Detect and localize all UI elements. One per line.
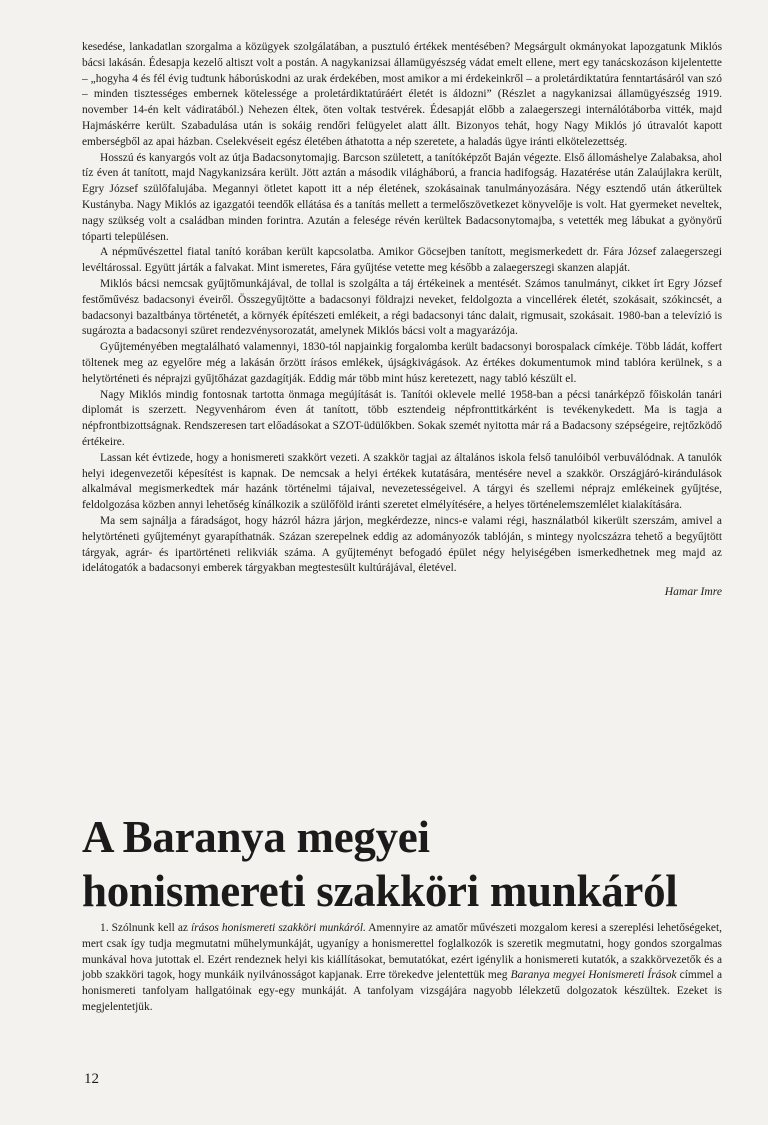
text-run: címmel a honismereti tanfolyam hallgatóinak egy-egy munkáját. A tanfolyam vizsgájára nagyobb lélekzetű dolgozatok készültek. Ezeket is megjelentetjük.: [82, 969, 723, 1013]
article-title-line-1: A Baranya megyei: [82, 812, 430, 862]
paragraph: Nagy Miklós mindig fontosnak tartotta önmaga megújítását is. Tanítói oklevele mellé 1958-ban a pécsi tanárképző főiskolán tanári diplomát is szerzett. Negyvenhárom éven át tanított, több esztendeig népfronttitkárként is tevékenykedett. Ma is tagja a népfrontbizottságnak. Rendszeresen tart előadásokat a SZOT-üdülőkben. Sokak szemét nyitotta már rá a Badacsony szépségeire, rejtőzködő értékeire.: [82, 388, 722, 448]
text-run: Amennyire az amatőr művészeti mozgalom keresi a szereplési lehetőségeket, mert csak így tudja megmutatni műhelymunkáját, ugyanígy a honismerettel foglalkozók is szeretik megmutatni, hogy gondos szorgalmas munkával hova jutottak el. Ezért rendeznek helyi kis kiállításokat, bemutatókat, ezért igénylik a honismereti kutatók, a szakkörvezetők és a jobb szakköri tagok, hogy munkáik nyilvánosságot kapjanak. Erre törekedve jelentettük meg: [82, 922, 722, 982]
italic-run: Baranya megyei Honismereti Írások: [510, 969, 677, 982]
article-title: [82, 810, 722, 918]
paragraph: A népművészettel fiatal tanító korában került kapcsolatba. Amikor Göcsejben tanított, megismerkedett dr. Fára József zalaegerszegi levéltárossal. Együtt járták a falvakat. Mint ismeretes, Fára gyűjtése vetette meg később a zalaegerszegi skanzen alapját.: [82, 246, 722, 275]
italic-run: írásos honismereti szakköri munkáról.: [191, 922, 366, 934]
paragraph: Lassan két évtizede, hogy a honismereti szakkört vezeti. A szakkör tagjai az általános iskola felső tanulóiból verbuválódnak. A tanulók helyi idegenvezetői képesítést is kapnak. De nemcsak a helyi értékek kutatására, mentésére nevel a szakkör. Országjáró-kirándulások alkalmával megismerkedtek már hazánk történelmi tájaival, nevezetességeivel. A tárgyi és szellemi néprajz emlékeinek gyűjtése, feldolgozása közben annyi lehetőség kínálkozik a szülőföld iránti szeretet elmélyítésére, a helyes történelemszemlélet kialakítására.: [82, 451, 722, 512]
page-number: 12: [84, 1071, 99, 1087]
paragraph: kesedése, lankadatlan szorgalma a közügyek szolgálatában, a pusztuló értékek mentésében? Megsárgult okmányokat lapozgatunk Miklós bácsi lakásán. Édesapja kezelő altiszt volt a postán. A nagykanizsai államügyészség vádat emelt ellene, mert egy tanácskozáson kijelentette – „hogyha 4 és fél évig tudtunk háborúskodni az urak érdekében, most amikor a mi érdekeinkről – a proletárdiktatúra fenntartásáról van szó – minden tisztességes embernek kötelessége a proletárdiktatúráért életét is áldozni” (Részlet a nagykanizsai államügyészség 1919. november 14-én kelt vádiratából.) Nehezen éltek, öten voltak testvérek. Édesapját előbb a zalaegerszegi internálótáborba vitték, majd Hajmáskérre került. Szabadulása után is sokáig rendőri felügyelet alatt állt. Bizonyos tehát, hogy Nagy Miklós jó útravalót kapott emberségből az apai házban. Cselekvéseit egész életében áthatotta a nép szeretete, a haladás ügye iránti elkötelezettség.: [82, 41, 722, 148]
article-title-line-2: honismereti szakköri munkáról: [82, 866, 678, 916]
paragraph: Ma sem sajnálja a fáradságot, hogy házról házra járjon, megkérdezze, nincs-e valami régi, használatból kikerült szerszám, amivel a helytörténeti gyűjteményt gyarapíthatnák. Százan szerepelnek eddig az adományozók tablóján, s mintegy nyolcszázra tehető a begyűjtött tárgyak, agrár- és ipartörténeti relikviák száma. A gyűjteményt befogadó épület négy helyiségében ismerkedhetnek meg majd az idelátogatók a badacsonyi emberek tárgyakban megtestesült kultúrájával, életével.: [82, 514, 722, 575]
article-paragraph: [82, 921, 722, 1016]
text-run: 1. Szólnunk kell az: [100, 922, 191, 934]
paragraph: Gyűjteményében megtalálható valamennyi, 1830-tól napjainkig forgalomba került badacsonyi borospalack címkéje. Több ládát, koffert töltenek meg az egyelőre még a lakásán őrzött írásos emlékek, újságkivágások. Az értékes dokumentumok mind tablóra kerülnek, s a helytörténeti és néprajzi gyűjtőházat gazdagítják. Eddig már több mint húsz keretezett, nagy tabló készült el.: [82, 341, 722, 385]
author-signature: Hamar Imre: [664, 585, 722, 599]
paragraph: Hosszú és kanyargós volt az útja Badacsonytomajig. Barcson született, a tanítóképzőt Baján végezte. Első állomáshelye Zalabaksa, ahol tíz éven át tanított, majd Nagykanizsára került. Jött aztán a második világháború, a francia hadifogság. Hazatérése után Zalaújlakra került, Egry József szülőfalujába. Megannyi ötletet kapott itt a nép életének, szokásainak tanulmányozására. Négy esztendő után átkerültek Kustányba. Nagy Miklós az igazgatói teendők ellátása és a tanítás mellett a termelőszövetkezet könyvelője is volt. Hat gyermeket neveltek, nagy szükség volt a családban minden forintra. Azután a felesége révén kerültek Badacsonytomajba, s vetették meg lábukat a gyönyörű tóparti településen.: [82, 151, 722, 243]
article-body: [82, 921, 722, 1016]
paragraph: Miklós bácsi nemcsak gyűjtőmunkájával, de tollal is szolgálta a táj értékeinek a mentését. Számos tanulmányt, cikket írt Egry József festőművész badacsonyi éveiről. Összegyűjtötte a badacsonyi földrajzi neveket, feldolgozta a vincellérek életét, szokásait, szókincsét, a badacsonyi bazaltbánya történetét, a környék építészeti emlékeit, a régi badacsonyi tánc dalait, rigmusait, szokásait. 1980-ban a televízió is sugározta a badacsonyi szüret rendezvénysorozatát, amelynek Miklós bácsi volt a magyarázója.: [82, 277, 722, 338]
previous-article-text: [82, 40, 722, 598]
